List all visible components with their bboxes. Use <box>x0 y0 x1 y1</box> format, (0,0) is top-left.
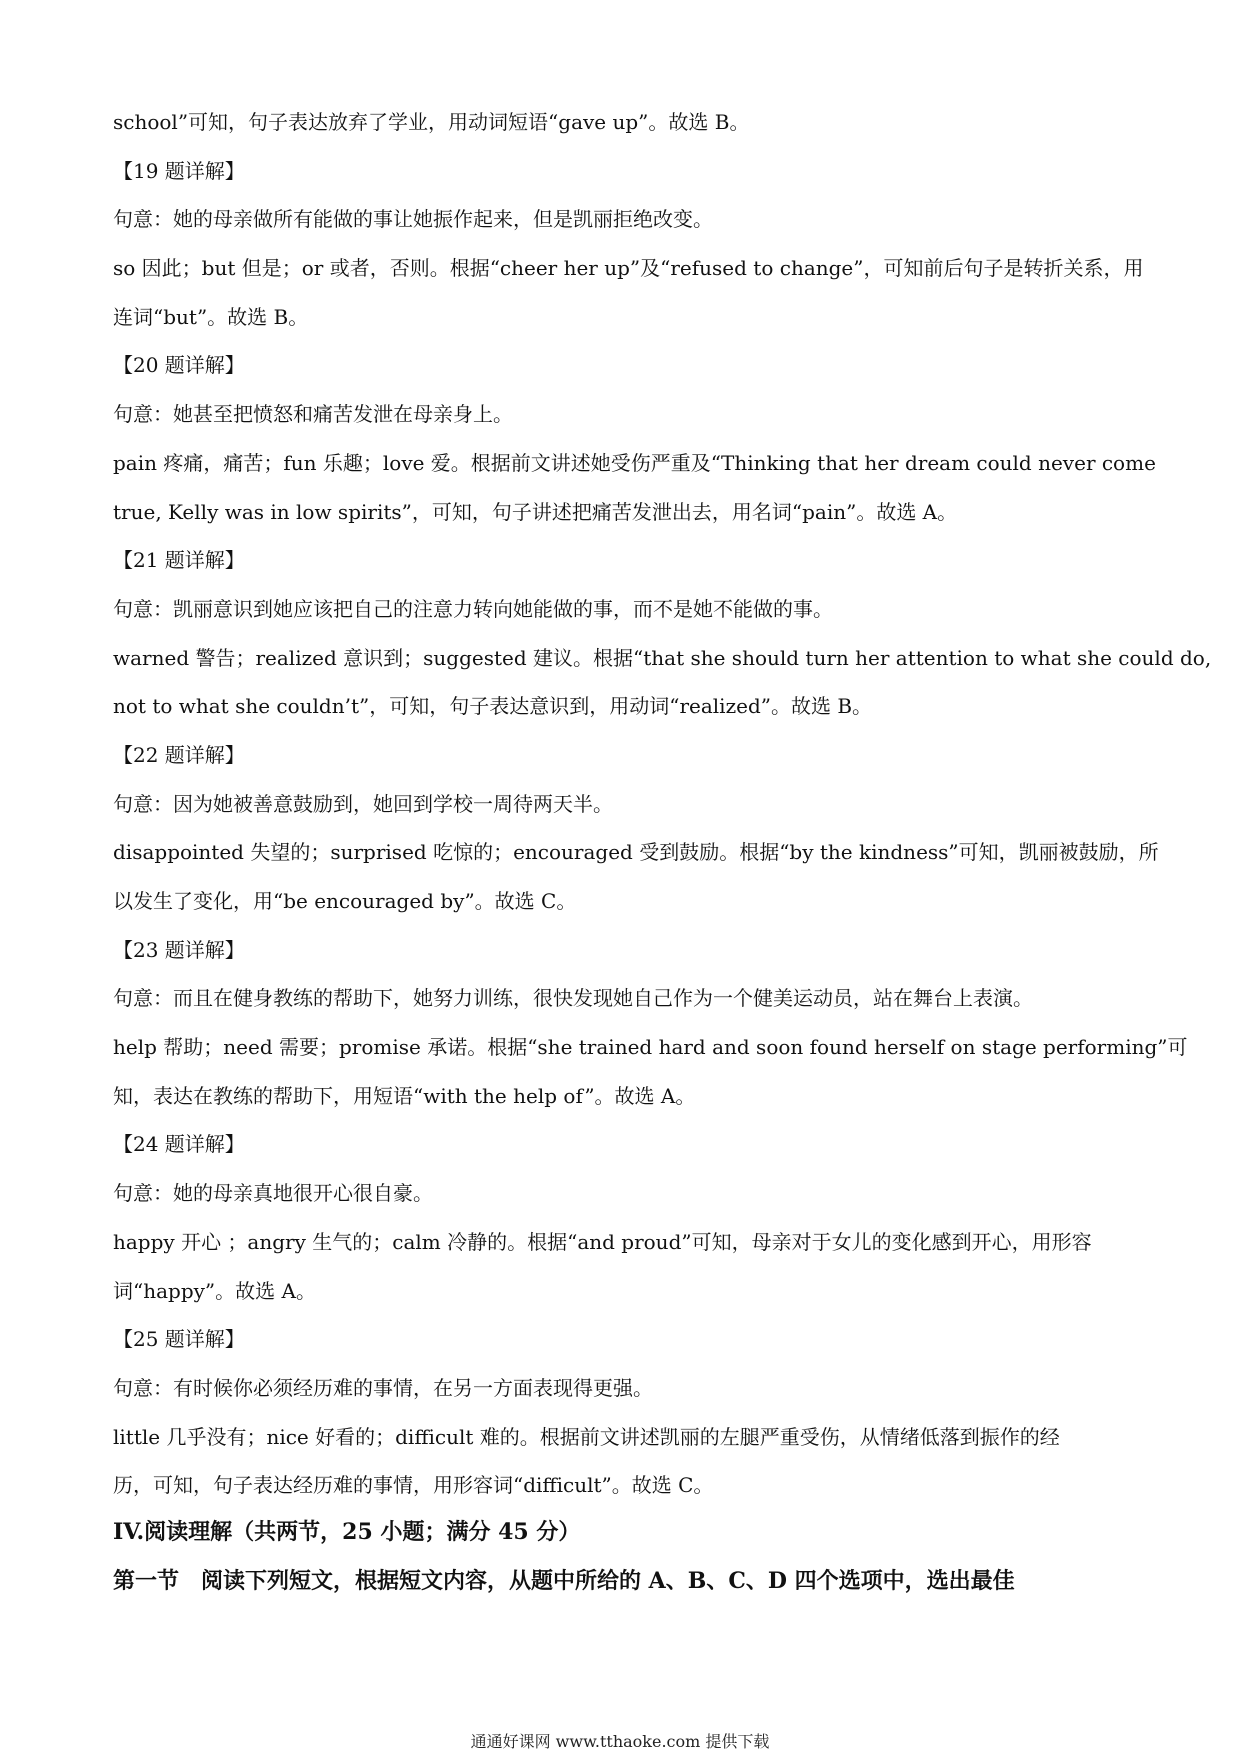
text-line: not to what she couldn’t”，可知，句子表达意识到，用动词“realized”。故选 B。 <box>113 694 873 719</box>
text-line: true, Kelly was in low spirits”，可知，句子讲述把痛苦发泄出去，用名词“pain”。故选 A。 <box>113 499 958 524</box>
text-line: disappointed 失望的；surprised 吃惊的；encouraged 受到鼓励。根据“by the kindness”可知，凯丽被鼓励，所 <box>113 840 1159 865</box>
text-line: warned 警告；realized 意识到；suggested 建议。根据“that she should turn her attention to what she could do, <box>113 645 1212 670</box>
question-heading: 【21 题详解】 <box>113 548 245 573</box>
text-line: help 帮助；need 需要；promise 承诺。根据“she trained hard and soon found herself on stage performing”可 <box>113 1035 1188 1060</box>
text-line: 知，表达在教练的帮助下，用短语“with the help of”。故选 A。 <box>113 1083 696 1108</box>
question-heading: 【24 题详解】 <box>113 1132 245 1157</box>
text-line: 句意：而且在健身教练的帮助下，她努力训练，很快发现她自己作为一个健美运动员，站在舞台上表演。 <box>113 986 1033 1011</box>
text-line: 句意：因为她被善意鼓励到，她回到学校一周待两天半。 <box>113 791 613 816</box>
document-body <box>113 98 1212 1601</box>
question-heading: 【25 题详解】 <box>113 1327 245 1352</box>
text-line: 句意：她甚至把愤怒和痛苦发泄在母亲身上。 <box>113 402 513 427</box>
text-line: 历，可知，句子表达经历难的事情，用形容词“difficult”。故选 C。 <box>113 1473 714 1498</box>
text-line: happy 开心 ；angry 生气的；calm 冷静的。根据“and proud”可知，母亲对于女儿的变化感到开心，用形容 <box>113 1229 1092 1254</box>
section-title: IV.阅读理解（共两节，25 小题；满分 45 分） <box>113 1518 581 1545</box>
text-line: so 因此；but 但是；or 或者，否则。根据“cheer her up”及“refused to change”，可知前后句子是转折关系，用 <box>113 256 1144 281</box>
text-line: pain 疼痛，痛苦；fun 乐趣；love 爱。根据前文讲述她受伤严重及“Thinking that her dream could never come <box>113 450 1156 475</box>
text-line: 以发生了变化，用“be encouraged by”。故选 C。 <box>113 889 577 913</box>
question-heading: 【19 题详解】 <box>113 158 245 183</box>
text-line: 句意：她的母亲做所有能做的事让她振作起来，但是凯丽拒绝改变。 <box>113 207 713 232</box>
text-line: little 几乎没有；nice 好看的；difficult 难的。根据前文讲述凯丽的左腿严重受伤，从情绪低落到振作的经 <box>113 1424 1060 1449</box>
text-line: school”可知，句子表达放弃了学业，用动词短语“gave up”。故选 B。 <box>113 110 750 134</box>
text-line: 句意：她的母亲真地很开心很自豪。 <box>113 1181 433 1206</box>
text-line: 句意：有时候你必须经历难的事情，在另一方面表现得更强。 <box>113 1375 653 1400</box>
text-line: 连词“but”。故选 B。 <box>113 304 309 329</box>
question-heading: 【20 题详解】 <box>113 353 245 378</box>
question-heading: 【23 题详解】 <box>113 937 245 962</box>
question-heading: 【22 题详解】 <box>113 742 245 767</box>
section-subtitle: 第一节 阅读下列短文，根据短文内容，从题中所给的 A、B、C、D 四个选项中，选出最佳 <box>113 1567 1015 1594</box>
text-line: 词“happy”。故选 A。 <box>113 1278 316 1303</box>
text-line: 句意：凯丽意识到她应该把自己的注意力转向她能做的事，而不是她不能做的事。 <box>113 596 833 621</box>
page-footer: 通通好课网 www.tthaoke.com 提供下载 <box>470 1732 770 1751</box>
